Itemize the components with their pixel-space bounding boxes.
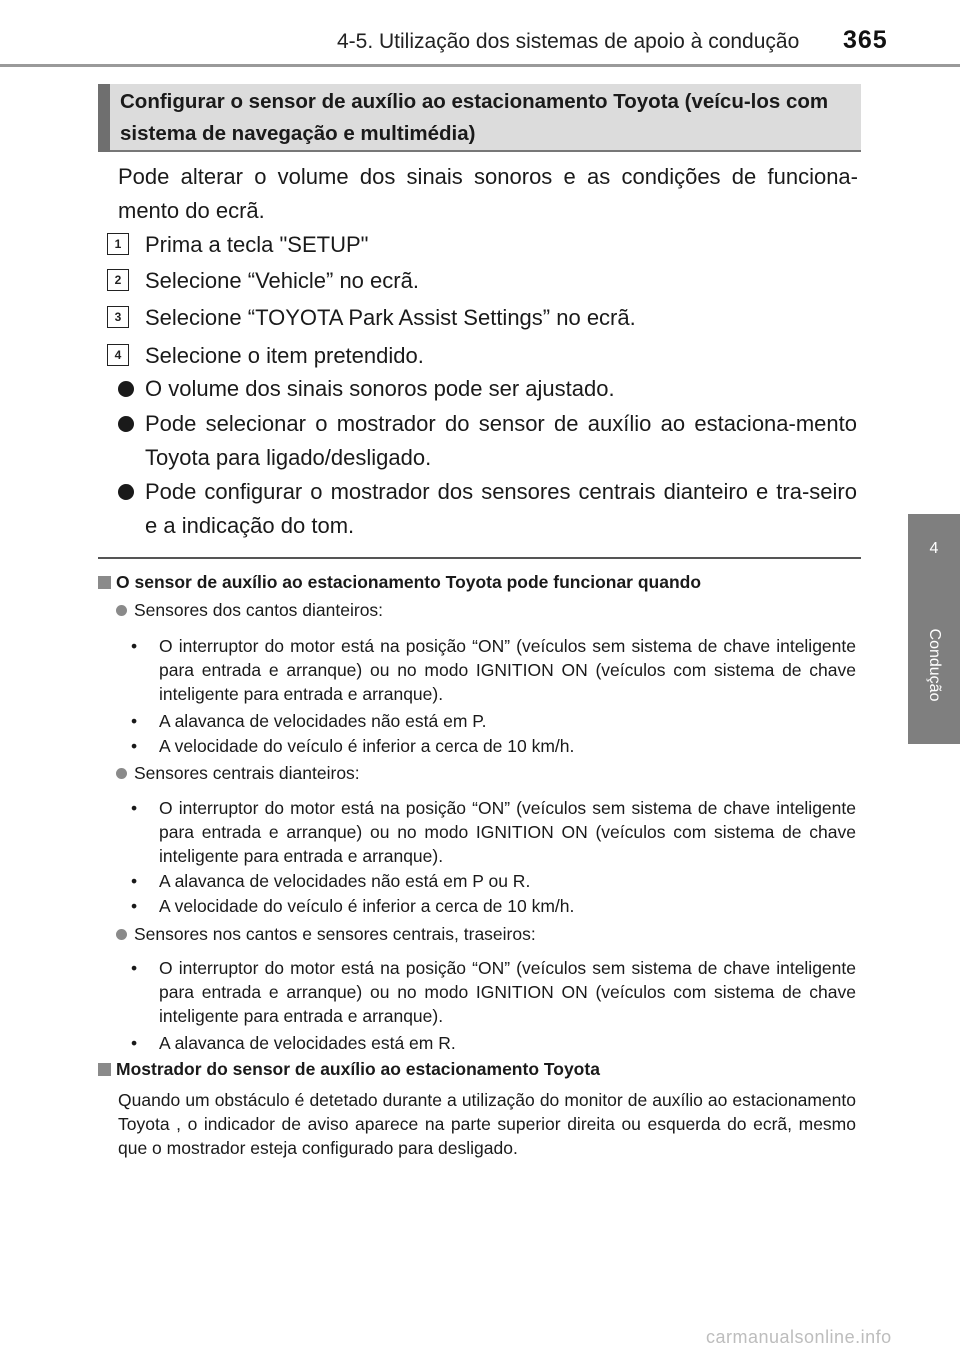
group-title-3: Sensores nos cantos e sensores centrais, traseiros:	[134, 924, 536, 944]
condition-item	[131, 956, 856, 1028]
condition-text: A velocidade do veículo é inferior a cerca de 10 km/h.	[159, 736, 575, 756]
chapter-label: Condução	[926, 628, 943, 702]
notes-heading-1: O sensor de auxílio ao estacionamento Toyota pode funcionar quando	[116, 572, 702, 592]
circle-bullet-icon	[116, 605, 127, 616]
watermark-text: carmanualsonline.info	[706, 1327, 892, 1347]
section-heading-bar	[98, 84, 110, 152]
notes-heading-2: Mostrador do sensor de auxílio ao estacionamento Toyota	[116, 1059, 600, 1079]
header-section-title: 4-5. Utilização dos sistemas de apoio à condução	[337, 30, 800, 53]
circle-bullet-icon	[116, 929, 127, 940]
bullet-text-1: O volume dos sinais sonoros pode ser ajustado.	[145, 376, 615, 401]
condition-item	[131, 734, 856, 758]
page-number: 365	[843, 26, 888, 54]
condition-text: A velocidade do veículo é inferior a cerca de 10 km/h.	[159, 896, 575, 916]
condition-text: A alavanca de velocidades não está em P.	[159, 711, 487, 731]
square-bullet-icon	[98, 1063, 111, 1076]
square-bullet-icon	[98, 576, 111, 589]
chapter-label-box	[914, 610, 954, 720]
chapter-number: 4	[929, 540, 939, 557]
condition-text: A alavanca de velocidades não está em P ou R.	[159, 871, 531, 891]
section-heading: Configurar o sensor de auxílio ao estacionamento Toyota (veícu-los com sistema de navegação e multimédia)	[120, 90, 829, 145]
condition-text: A alavanca de velocidades está em R.	[159, 1033, 456, 1053]
bullet-glyph: •	[131, 636, 138, 656]
bullet-glyph: •	[131, 798, 138, 818]
circle-bullet-icon	[116, 768, 127, 779]
step-text-1: Prima a tecla "SETUP"	[145, 232, 369, 257]
condition-text: O interruptor do motor está na posição “ON” (veículos sem sistema de chave inteligente para entrada e arranque) ou no modo IGNITION ON (veículos com sistema de chave inteligente para entrada e arranque).	[159, 798, 856, 866]
condition-item	[131, 634, 856, 706]
bullet-glyph: •	[131, 1033, 138, 1053]
chapter-side-tab	[908, 514, 960, 744]
condition-text: O interruptor do motor está na posição “ON” (veículos sem sistema de chave inteligente para entrada e arranque) ou no modo IGNITION ON (veículos com sistema de chave inteligente para entrada e arranque).	[159, 958, 856, 1026]
step-number-3: 3	[107, 306, 129, 328]
bullet-dot-icon	[118, 416, 134, 432]
condition-item	[131, 796, 856, 868]
section-heading-box	[98, 84, 861, 152]
bullet-dot-icon	[118, 381, 134, 397]
bullet-text-3: Pode configurar o mostrador dos sensores centrais dianteiro e tra-seiro e a indicação do tom.	[145, 479, 857, 538]
bullet-dot-icon	[118, 484, 134, 500]
condition-item	[131, 709, 856, 733]
step-number-2: 2	[107, 269, 129, 291]
bullet-text-2: Pode selecionar o mostrador do sensor de auxílio ao estaciona-mento Toyota para ligado/desligado.	[145, 411, 857, 470]
display-paragraph: Quando um obstáculo é detetado durante a utilização do monitor de auxílio ao estacionamento Toyota , o indicador de aviso aparece na parte superior direita ou esquerda do ecrã, mesmo que o mostrador esteja configurado para desligado.	[118, 1090, 856, 1158]
bullet-glyph: •	[131, 871, 138, 891]
bullet-glyph: •	[131, 736, 138, 756]
bullet-glyph: •	[131, 896, 138, 916]
step-text-2: Selecione “Vehicle” no ecrã.	[145, 268, 419, 293]
header-rule	[0, 64, 960, 67]
intro-text: Pode alterar o volume dos sinais sonoros e as condições de funciona-mento do ecrã.	[118, 164, 858, 223]
condition-text: O interruptor do motor está na posição “ON” (veículos sem sistema de chave inteligente para entrada e arranque) ou no modo IGNITION ON (veículos com sistema de chave inteligente para entrada e arranque).	[159, 636, 856, 704]
condition-item	[131, 1031, 856, 1055]
step-text-4: Selecione o item pretendido.	[145, 343, 424, 368]
bullet-glyph: •	[131, 711, 138, 731]
step-number-4: 4	[107, 344, 129, 366]
step-text-3: Selecione “TOYOTA Park Assist Settings” no ecrã.	[145, 305, 636, 330]
bullet-glyph: •	[131, 958, 138, 978]
section-divider	[98, 557, 861, 559]
condition-item	[131, 894, 856, 918]
group-title-1: Sensores dos cantos dianteiros:	[134, 600, 384, 620]
condition-item	[131, 869, 856, 893]
step-number-1: 1	[107, 233, 129, 255]
group-title-2: Sensores centrais dianteiros:	[134, 763, 360, 783]
